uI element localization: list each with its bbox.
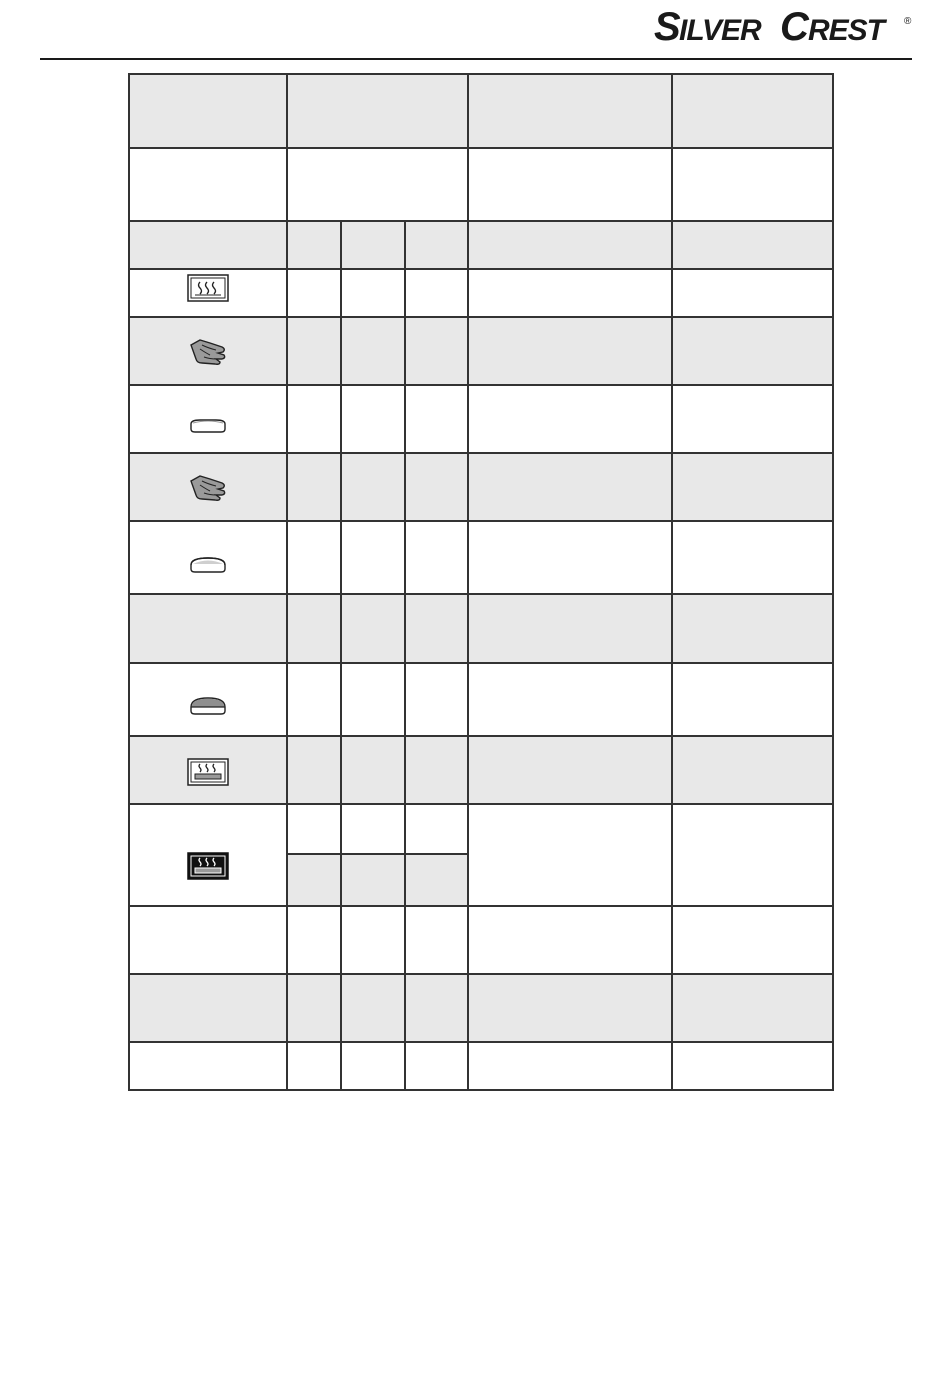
svg-text:ILVER: ILVER bbox=[679, 14, 761, 47]
table-cell-label bbox=[128, 662, 288, 737]
table-cell-value bbox=[404, 662, 469, 737]
table-cell-note bbox=[671, 73, 834, 149]
table-cell-value bbox=[404, 735, 469, 805]
table-cell-value bbox=[404, 452, 469, 522]
table-cell-label bbox=[128, 220, 288, 270]
table-cell-description bbox=[467, 803, 673, 907]
table-cell-value bbox=[286, 268, 342, 318]
table-cell-value bbox=[340, 735, 406, 805]
table-cell-merged bbox=[286, 147, 469, 222]
bread-medium-icon bbox=[188, 555, 228, 580]
table-cell-value bbox=[404, 905, 469, 975]
table-cell-description bbox=[467, 905, 673, 975]
full-heat-grill-icon bbox=[187, 852, 229, 885]
table-cell-value bbox=[340, 803, 406, 855]
table-cell-label bbox=[128, 316, 288, 386]
table-cell-label bbox=[128, 803, 288, 907]
table-cell-value bbox=[286, 384, 342, 454]
table-cell-note bbox=[671, 384, 834, 454]
top-heat-grill-icon bbox=[187, 274, 229, 307]
table-cell-value bbox=[286, 1041, 342, 1091]
oven-glove-icon bbox=[188, 473, 228, 508]
table-cell-description bbox=[467, 1041, 673, 1091]
table-cell-label bbox=[128, 735, 288, 805]
table-cell-value bbox=[404, 1041, 469, 1091]
table-cell-label bbox=[128, 520, 288, 595]
table-cell-description bbox=[467, 147, 673, 222]
table-cell-description bbox=[467, 268, 673, 318]
table-cell-label bbox=[128, 268, 288, 318]
table-cell-value bbox=[340, 853, 406, 907]
registered-mark: ® bbox=[904, 16, 912, 27]
bread-light-icon bbox=[188, 417, 228, 440]
table-cell-description bbox=[467, 662, 673, 737]
table-cell-note bbox=[671, 1041, 834, 1091]
table-cell-value bbox=[340, 220, 406, 270]
table-cell-note bbox=[671, 662, 834, 737]
table-cell-value bbox=[404, 853, 469, 907]
table-cell-value bbox=[286, 316, 342, 386]
table-cell-value bbox=[286, 853, 342, 907]
table-cell-value bbox=[404, 973, 469, 1043]
table-cell-value bbox=[286, 452, 342, 522]
table-cell-label bbox=[128, 384, 288, 454]
svg-text:S: S bbox=[654, 5, 680, 48]
table-cell-value bbox=[286, 220, 342, 270]
table-cell-value bbox=[404, 384, 469, 454]
table-cell-value bbox=[340, 268, 406, 318]
oven-glove-icon bbox=[188, 337, 228, 372]
table-cell-label bbox=[128, 452, 288, 522]
table-cell-note bbox=[671, 735, 834, 805]
table-cell-value bbox=[340, 452, 406, 522]
table-cell-description bbox=[467, 452, 673, 522]
table-cell-value bbox=[286, 520, 342, 595]
table-cell-label bbox=[128, 973, 288, 1043]
table-cell-value bbox=[340, 1041, 406, 1091]
table-cell-value bbox=[404, 593, 469, 664]
bottom-heat-grill-icon bbox=[187, 758, 229, 791]
table-cell-merged bbox=[286, 73, 469, 149]
table-cell-value bbox=[404, 520, 469, 595]
table-cell-value bbox=[340, 520, 406, 595]
table-cell-description bbox=[467, 73, 673, 149]
table-cell-value bbox=[286, 662, 342, 737]
table-cell-label bbox=[128, 147, 288, 222]
table-cell-description bbox=[467, 520, 673, 595]
table-cell-value bbox=[286, 735, 342, 805]
table-cell-label bbox=[128, 73, 288, 149]
table-cell-note bbox=[671, 220, 834, 270]
table-cell-value bbox=[340, 973, 406, 1043]
table-cell-value bbox=[404, 803, 469, 855]
table-cell-value bbox=[286, 905, 342, 975]
svg-text:C: C bbox=[780, 5, 808, 48]
table-cell-value bbox=[286, 803, 342, 855]
table-cell-value bbox=[404, 268, 469, 318]
table-cell-note bbox=[671, 520, 834, 595]
table-cell-description bbox=[467, 384, 673, 454]
table-cell-note bbox=[671, 316, 834, 386]
table-cell-label bbox=[128, 593, 288, 664]
table-cell-label bbox=[128, 905, 288, 975]
table-cell-note bbox=[671, 593, 834, 664]
table-cell-value bbox=[286, 973, 342, 1043]
table-cell-value bbox=[340, 316, 406, 386]
table-cell-note bbox=[671, 147, 834, 222]
table-cell-note bbox=[671, 905, 834, 975]
table-cell-description bbox=[467, 735, 673, 805]
table-cell-value bbox=[340, 384, 406, 454]
table-cell-description bbox=[467, 220, 673, 270]
svg-text:REST: REST bbox=[808, 14, 885, 47]
table-cell-description bbox=[467, 973, 673, 1043]
table-cell-value bbox=[286, 593, 342, 664]
table-cell-value bbox=[340, 662, 406, 737]
table-cell-value bbox=[340, 593, 406, 664]
table-cell-label bbox=[128, 1041, 288, 1091]
table-cell-value bbox=[404, 220, 469, 270]
table-cell-value bbox=[404, 316, 469, 386]
table-cell-description bbox=[467, 593, 673, 664]
table-cell-note bbox=[671, 268, 834, 318]
table-cell-note bbox=[671, 803, 834, 907]
table-cell-note bbox=[671, 452, 834, 522]
table-cell-description bbox=[467, 316, 673, 386]
bread-dark-icon bbox=[188, 695, 228, 722]
table-cell-value bbox=[340, 905, 406, 975]
table-cell-note bbox=[671, 973, 834, 1043]
